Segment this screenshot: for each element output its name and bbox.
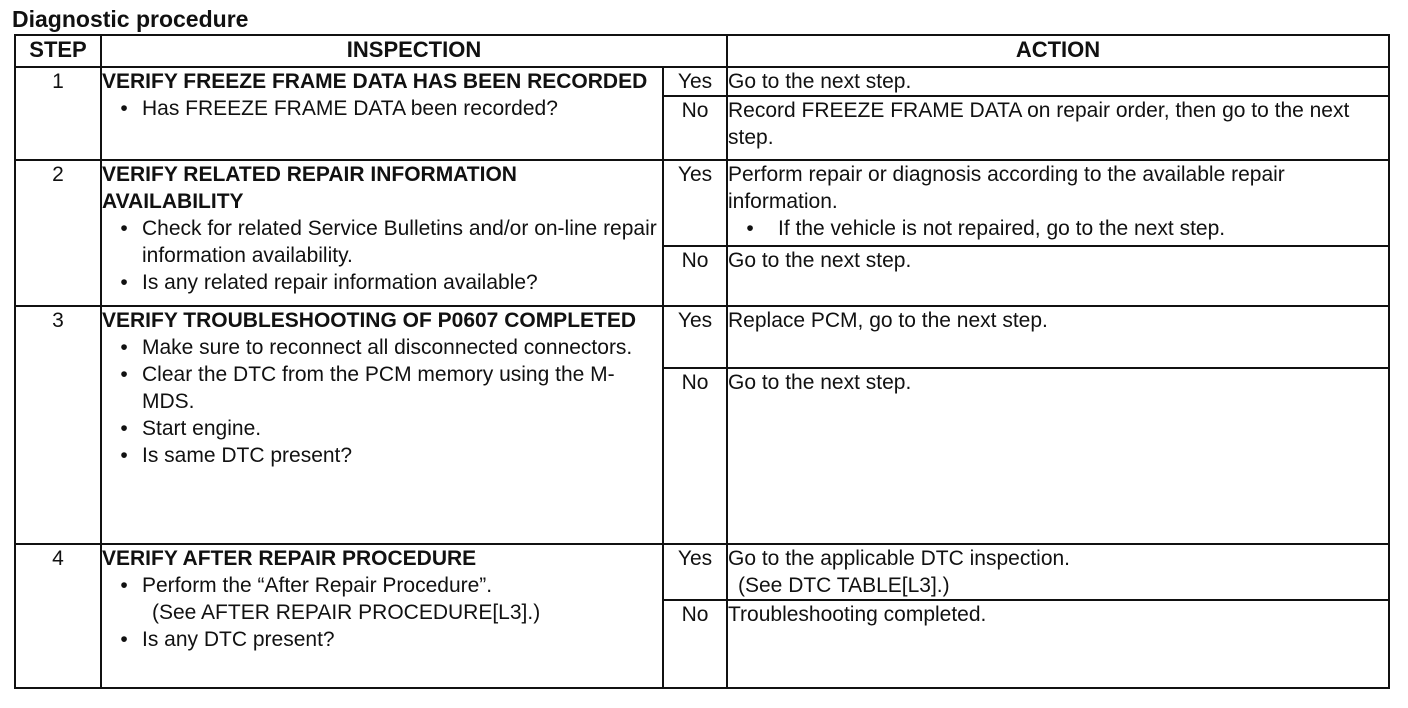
step-2-yes-action: Perform repair or diagnosis according to the available repair information. [728, 163, 1285, 213]
list-item: • Perform the “After Repair Procedure”. (See AFTER REPAIR PROCEDURE[L3].) [114, 572, 662, 626]
step-1-yes-label: Yes [663, 67, 727, 96]
step-4-yes-row [15, 544, 1389, 600]
step-2-title: VERIFY RELATED REPAIR INFORMATION AVAILABILITY [102, 163, 517, 213]
list-item: • Is any related repair information available? [114, 269, 662, 296]
step-4-bullet-1-ref: (See AFTER REPAIR PROCEDURE[L3].) [152, 601, 541, 624]
list-item: • Start engine. [114, 415, 662, 442]
bullet-icon: • [746, 217, 754, 240]
step-2-yes-action-cell [727, 160, 1389, 246]
header-inspection: INSPECTION [101, 35, 727, 67]
step-1-yes-action: Go to the next step. [727, 67, 1389, 96]
step-1-number: 1 [15, 67, 101, 160]
step-3-no-label: No [663, 368, 727, 544]
bullet-icon: • [120, 417, 128, 440]
step-1-yes-row [15, 67, 1389, 96]
step-1-title: VERIFY FREEZE FRAME DATA HAS BEEN RECORDED [102, 70, 648, 93]
list-item: • Check for related Service Bulletins and/or on-line repair information availability. [114, 215, 662, 269]
step-2-no-action: Go to the next step. [727, 246, 1389, 306]
bullet-icon: • [120, 217, 128, 240]
step-4-inspection [101, 544, 663, 688]
bullet-icon: • [120, 628, 128, 651]
step-4-yes-label: Yes [663, 544, 727, 600]
diagnostic-procedure-table [14, 34, 1390, 689]
header-row [15, 35, 1389, 67]
step-1-inspection [101, 67, 663, 160]
bullet-icon: • [120, 336, 128, 359]
step-4-title: VERIFY AFTER REPAIR PROCEDURE [102, 547, 477, 570]
step-2-bullet-list [102, 215, 662, 296]
step-2-yes-sub-bullet: • If the vehicle is not repaired, go to the next step. [740, 215, 1388, 242]
header-step: STEP [15, 35, 101, 67]
step-1-no-label: No [663, 96, 727, 160]
bullet-icon: • [120, 363, 128, 386]
bullet-icon: • [120, 97, 128, 120]
step-4-no-label: No [663, 600, 727, 688]
step-4-yes-action: Go to the applicable DTC inspection. [728, 547, 1071, 570]
step-2-inspection [101, 160, 663, 306]
step-4-bullet-list [102, 572, 662, 653]
step-3-yes-label: Yes [663, 306, 727, 368]
list-item: • Is any DTC present? [114, 626, 662, 653]
diagnostic-table-container [14, 34, 1390, 689]
step-3-inspection [101, 306, 663, 544]
list-item: • Has FREEZE FRAME DATA been recorded? [114, 95, 662, 122]
step-3-no-action: Go to the next step. [727, 368, 1389, 544]
step-4-no-action: Troubleshooting completed. [727, 600, 1389, 688]
step-3-number: 3 [15, 306, 101, 544]
list-item: • Clear the DTC from the PCM memory using the M-MDS. [114, 361, 662, 415]
step-2-number: 2 [15, 160, 101, 306]
document-title: Diagnostic procedure [12, 6, 249, 32]
step-1-bullet-list [102, 95, 662, 122]
step-4-yes-action-ref: (See DTC TABLE[L3].) [738, 574, 950, 597]
bullet-icon: • [120, 574, 128, 597]
step-3-yes-action: Replace PCM, go to the next step. [727, 306, 1389, 368]
step-4-yes-action-cell [727, 544, 1389, 600]
step-2-no-label: No [663, 246, 727, 306]
list-item: • Is same DTC present? [114, 442, 662, 469]
bullet-icon: • [120, 444, 128, 467]
header-action: ACTION [727, 35, 1389, 67]
list-item: • Make sure to reconnect all disconnected connectors. [114, 334, 662, 361]
step-3-title: VERIFY TROUBLESHOOTING OF P0607 COMPLETED [102, 309, 637, 332]
step-3-bullet-list [102, 334, 662, 469]
bullet-icon: • [120, 271, 128, 294]
step-1-no-action: Record FREEZE FRAME DATA on repair order, then go to the next step. [727, 96, 1389, 160]
step-2-yes-label: Yes [663, 160, 727, 246]
step-4-number: 4 [15, 544, 101, 688]
step-2-yes-row [15, 160, 1389, 246]
step-3-yes-row [15, 306, 1389, 368]
